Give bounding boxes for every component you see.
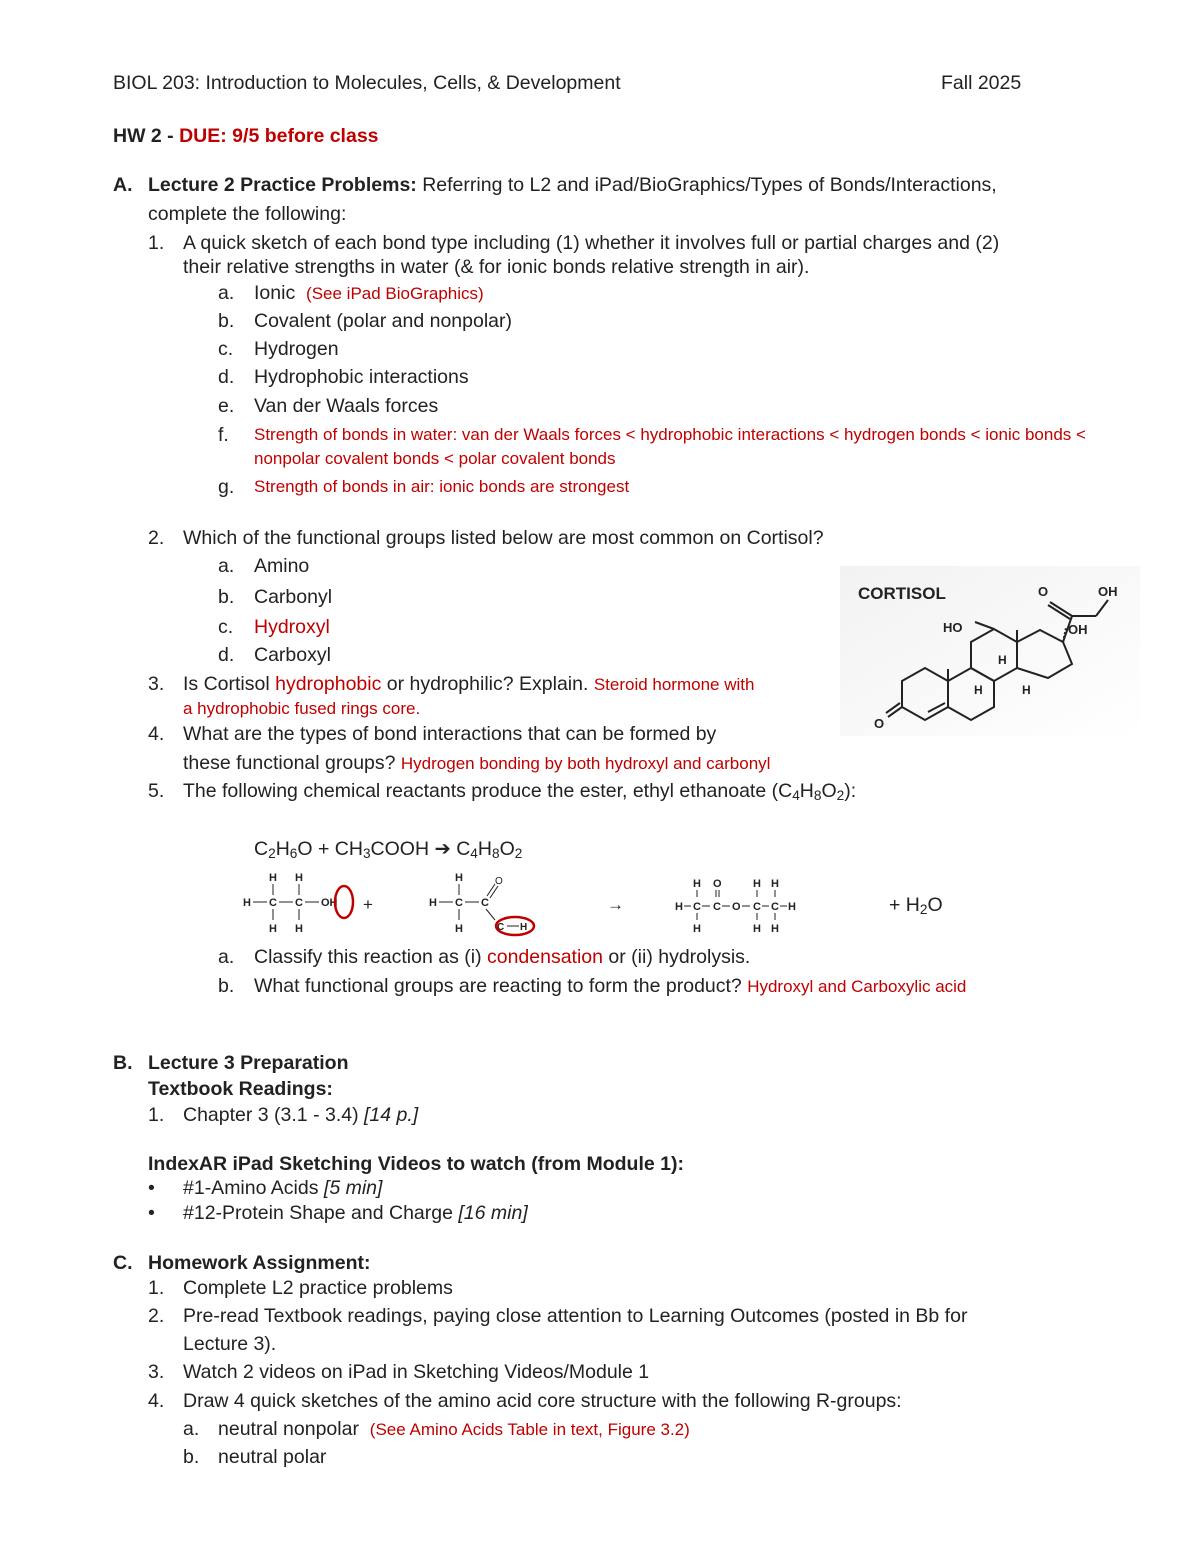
- atom-label: OH: [1098, 584, 1118, 599]
- cortisol-title: CORTISOL: [858, 584, 946, 603]
- water-product: [889, 894, 943, 917]
- atom-label: H: [429, 897, 437, 909]
- hw-heading: [113, 125, 379, 148]
- eq-sub: 6: [289, 846, 298, 861]
- hw-subitem: neutral polar: [218, 1446, 327, 1468]
- atom-label: H: [520, 922, 528, 933]
- eq-sub: 8: [491, 846, 500, 861]
- q3-number: 3.: [148, 673, 165, 695]
- bond-line: [490, 886, 498, 898]
- q1-number: 1.: [148, 232, 165, 254]
- eq-part: C: [254, 838, 269, 860]
- atom-label: H: [269, 872, 277, 884]
- eq-part: O + CH: [297, 838, 363, 860]
- q2-item-hydroxyl: Hydroxyl: [254, 616, 330, 638]
- atom-label: H: [693, 923, 701, 935]
- video-title: #12-Protein Shape and Charge: [183, 1202, 459, 1224]
- q1-text-2: their relative strengths in water (& for ionic bonds relative strength in air).: [183, 256, 810, 278]
- atom-label: H: [771, 878, 779, 890]
- q1-item-letter: e.: [218, 395, 235, 417]
- atom-label: H: [788, 901, 796, 913]
- reading-number: 1.: [148, 1104, 165, 1126]
- section-b-letter: B.: [113, 1052, 133, 1074]
- reading-text: Chapter 3 (3.1 - 3.4): [183, 1104, 365, 1126]
- hw-item-number: 2.: [148, 1305, 165, 1327]
- q3-answer-1: Steroid hormone with: [593, 675, 755, 694]
- q5a-pre: Classify this reaction as (i): [254, 946, 487, 968]
- q5-item-groups: [254, 975, 966, 998]
- hw-item: Draw 4 quick sketches of the amino acid core structure with the following R-groups:: [183, 1390, 902, 1412]
- q5-sub: 2: [836, 788, 845, 803]
- q1-item-hydrophobic: Hydrophobic interactions: [254, 366, 469, 388]
- arrow-icon: →: [607, 895, 624, 914]
- textbook-readings-heading: Textbook Readings:: [148, 1078, 333, 1100]
- atom-label: O: [1038, 584, 1049, 599]
- q3-hydrophobic: hydrophobic: [275, 673, 382, 695]
- water-plus: + H: [889, 894, 920, 916]
- hw-item: Watch 2 videos on iPad in Sketching Videos/Module 1: [183, 1361, 650, 1383]
- section-a-intro: Referring to L2 and iPad/BioGraphics/Types of Bonds/Interactions,: [416, 174, 997, 196]
- section-a-title: Lecture 2 Practice Problems:: [148, 174, 417, 196]
- section-b-title: Lecture 3 Preparation: [148, 1052, 349, 1074]
- q2-item-letter: d.: [218, 644, 235, 666]
- atom-label: C: [269, 897, 277, 909]
- atom-label: HO: [943, 620, 963, 635]
- hw-item-continued: Lecture 3).: [183, 1333, 277, 1355]
- atom-label: H: [243, 897, 251, 909]
- atom-label: H: [295, 872, 303, 884]
- section-c-letter: C.: [113, 1252, 133, 1274]
- atom-label: OH: [321, 897, 338, 909]
- atom-label: O: [732, 901, 741, 913]
- eq-part: COOH: [370, 838, 435, 860]
- section-c-title: Homework Assignment:: [148, 1252, 371, 1274]
- atom-label: C: [481, 897, 489, 909]
- term: Fall 2025: [941, 72, 1022, 94]
- atom-label: H: [693, 878, 701, 890]
- q5-item-classify: [254, 946, 750, 969]
- q5-number: 5.: [148, 780, 165, 802]
- q1-answer-water-1: Strength of bonds in water: van der Waals forces < hydrophobic interactions < hydrogen bonds < ionic bonds <: [254, 425, 1086, 444]
- q1-item-letter: b.: [218, 310, 235, 332]
- q1-item-vdw: Van der Waals forces: [254, 395, 439, 417]
- q1-item-letter: a.: [218, 282, 235, 304]
- atom-label: H: [998, 653, 1007, 667]
- cortisol-structure: [840, 566, 1140, 736]
- section-a-letter: A.: [113, 174, 133, 196]
- atom-label: H: [974, 683, 983, 697]
- hw-item-number: 3.: [148, 1361, 165, 1383]
- q1-item-letter: f.: [218, 424, 229, 446]
- arrow-icon: ➔: [434, 838, 451, 860]
- q2-item-carboxyl: Carboxyl: [254, 644, 331, 666]
- hw-subitem-letter: a.: [183, 1418, 200, 1440]
- eq-sub: 4: [470, 846, 478, 861]
- bond-line: [486, 909, 495, 920]
- ester-structure: [675, 878, 796, 935]
- section-a-intro-2: complete the following:: [148, 203, 347, 225]
- course-title: BIOL 203: Introduction to Molecules, Cells, & Development: [113, 72, 621, 94]
- q5b-answer: Hydroxyl and Carboxylic acid: [747, 977, 967, 996]
- video-item: [183, 1202, 528, 1225]
- ethanol-structure: [243, 872, 353, 935]
- atom-label: H: [753, 878, 761, 890]
- q1-item-covalent: Covalent (polar and nonpolar): [254, 310, 512, 332]
- atom-label: C: [455, 897, 463, 909]
- water-sub: 2: [919, 902, 928, 917]
- video-item: [183, 1177, 382, 1200]
- eq-sub: 2: [268, 846, 276, 861]
- q4-text-1: What are the types of bond interactions that can be formed by: [183, 723, 717, 745]
- video-title: #1-Amino Acids: [183, 1177, 324, 1199]
- section-a-heading: [148, 174, 997, 197]
- q1-item-letter: c.: [218, 338, 234, 360]
- q5-part: H: [799, 780, 814, 802]
- atom-label: H: [675, 901, 683, 913]
- hw-subitem: [218, 1418, 690, 1441]
- q4-text-2-label: these functional groups?: [183, 752, 401, 774]
- q5a-post: or (ii) hydrolysis.: [603, 946, 751, 968]
- q5-text-main: The following chemical reactants produce the ester, ethyl ethanoate (C: [183, 780, 793, 802]
- hw-due: DUE: 9/5 before class: [179, 125, 379, 147]
- atom-label: C: [497, 922, 505, 933]
- atom-label: O: [874, 716, 885, 731]
- q2-item-carbonyl: Carbonyl: [254, 586, 333, 608]
- hw-subitem-letter: b.: [183, 1446, 200, 1468]
- atom-label: C: [713, 901, 721, 913]
- q4-number: 4.: [148, 723, 165, 745]
- q3-pre: Is Cortisol: [183, 673, 276, 695]
- video-duration: [16 min]: [458, 1202, 528, 1224]
- q2-item-letter: a.: [218, 555, 235, 577]
- eq-sub: 2: [514, 846, 523, 861]
- bullet-icon: •: [148, 1202, 155, 1224]
- hw-subitem-text: neutral nonpolar: [218, 1418, 359, 1440]
- atom-label: O: [713, 878, 722, 890]
- q1-item-letter: d.: [218, 366, 235, 388]
- atom-label: H: [1022, 683, 1031, 697]
- q5-sub: 8: [813, 788, 822, 803]
- atom-label: H: [455, 872, 463, 884]
- hw-item-number: 1.: [148, 1277, 165, 1299]
- q5-item-letter: a.: [218, 946, 235, 968]
- q4-text-2: [183, 752, 770, 775]
- q2-text: Which of the functional groups listed below are most common on Cortisol?: [183, 527, 824, 549]
- q1-item-note: (See iPad BioGraphics): [306, 284, 484, 303]
- q5a-condensation: condensation: [486, 946, 603, 968]
- q2-item-letter: c.: [218, 616, 234, 638]
- eq-part: H: [275, 838, 290, 860]
- eq-sub: 3: [362, 846, 371, 861]
- q1-item-letter: g.: [218, 476, 235, 498]
- q1-item-hydrogen: Hydrogen: [254, 338, 339, 360]
- q2-number: 2.: [148, 527, 165, 549]
- water-o: O: [927, 894, 943, 916]
- q3-post: or hydrophilic? Explain.: [381, 673, 594, 695]
- reaction-equation: [254, 838, 522, 861]
- hw-subitem-note: (See Amino Acids Table in text, Figure 3.2): [369, 1420, 690, 1439]
- q1-answer-air: Strength of bonds in air: ionic bonds are strongest: [254, 477, 630, 496]
- atom-label: O: [495, 876, 503, 887]
- acetic-acid-structure: [429, 872, 534, 935]
- q3-text: [183, 673, 754, 696]
- atom-label: H: [753, 923, 761, 935]
- q5-part: O: [821, 780, 837, 802]
- q4-answer: Hydrogen bonding by both hydroxyl and carbonyl: [400, 754, 771, 773]
- bond-line: [487, 884, 495, 896]
- atom-label: H: [295, 923, 303, 935]
- bullet-icon: •: [148, 1177, 155, 1199]
- q2-item-letter: b.: [218, 586, 235, 608]
- hw-item: Complete L2 practice problems: [183, 1277, 453, 1299]
- q3-answer-2: a hydrophobic fused rings core.: [183, 699, 421, 718]
- reading-item: [183, 1104, 418, 1127]
- q5b-pre: What functional groups are reacting to form the product?: [254, 975, 748, 997]
- eq-part: O: [499, 838, 515, 860]
- atom-label: H: [269, 923, 277, 935]
- reading-pages: [14 p.]: [364, 1104, 419, 1126]
- q5-part: ):: [844, 780, 857, 802]
- atom-label: OH: [1068, 622, 1088, 637]
- atom-label: C: [753, 901, 761, 913]
- eq-part: H: [477, 838, 492, 860]
- q1-item-text: Ionic: [254, 282, 296, 304]
- atom-label: C: [693, 901, 701, 913]
- eq-part: C: [450, 838, 471, 860]
- hw-label: HW 2 -: [113, 125, 180, 147]
- q1-answer-water-2: nonpolar covalent bonds < polar covalent bonds: [254, 449, 616, 468]
- hydroxyl-circle-icon: [335, 886, 353, 918]
- reaction-structures: [235, 864, 795, 944]
- atom-label: H: [455, 923, 463, 935]
- q5-item-letter: b.: [218, 975, 235, 997]
- atom-label: H: [771, 923, 779, 935]
- q5-sub: 4: [792, 788, 800, 803]
- q5-text: [183, 780, 856, 803]
- atom-label: C: [295, 897, 303, 909]
- atom-label: C: [771, 901, 779, 913]
- videos-heading: IndexAR iPad Sketching Videos to watch (from Module 1):: [148, 1153, 684, 1175]
- hw-item: Pre-read Textbook readings, paying close attention to Learning Outcomes (posted in Bb for: [183, 1305, 968, 1327]
- video-duration: [5 min]: [323, 1177, 383, 1199]
- plus-sign: +: [363, 895, 373, 914]
- q2-item-amino: Amino: [254, 555, 310, 577]
- q1-text-1: A quick sketch of each bond type including (1) whether it involves full or partial charges and (2): [183, 232, 1000, 254]
- hw-item-number: 4.: [148, 1390, 165, 1412]
- q1-item-ionic: [254, 282, 484, 305]
